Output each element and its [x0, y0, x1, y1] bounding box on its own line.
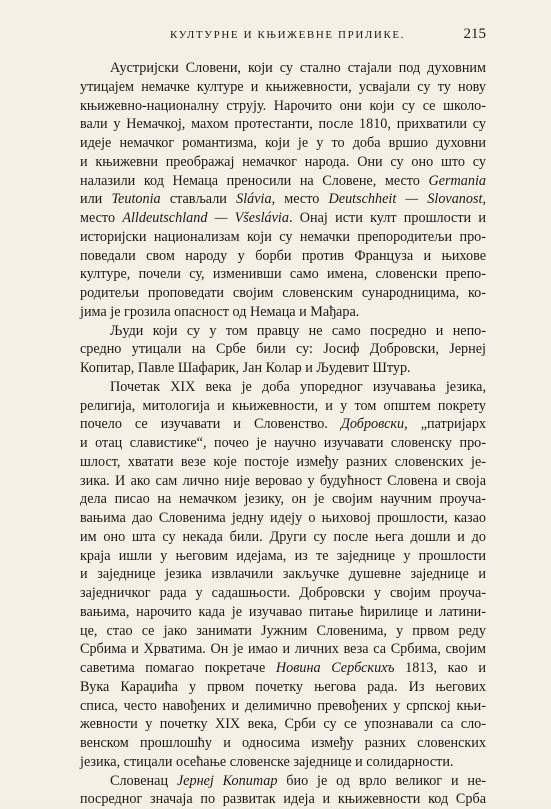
text-line: [80, 697, 486, 716]
text-segment: дела писао на немачком језику, он је својим научним проуча-: [80, 491, 486, 508]
text-line: [80, 322, 486, 341]
text-line: [80, 472, 486, 491]
text-segment: културе, почели су, изменивши само имена, словенски препо-: [80, 266, 486, 283]
text-segment: . Онај исти култ прошлости и: [288, 210, 486, 226]
text-segment: , место: [271, 191, 329, 208]
text-line: [80, 97, 486, 116]
page-header: [80, 26, 486, 46]
text-line: [80, 584, 486, 603]
text-segment: поведали свом народу у борби против Француза и њихове: [80, 247, 486, 264]
text-segment: венском прошлошћу и односима између разних словенских: [80, 735, 486, 751]
text-segment: место: [80, 210, 123, 226]
text-segment: историјски национализам који су немачки препородитељи про-: [80, 228, 486, 245]
text-segment: Вука Караџића у првом почетку његова рада. Из његових: [80, 678, 486, 695]
italic-text: Deutschheit — Slovanost: [328, 191, 483, 208]
text-segment: Почетак XIX века је доба упоредног изучавања језика,: [110, 378, 486, 395]
text-line: [80, 622, 486, 641]
text-segment: или: [80, 191, 112, 208]
italic-text: Germania: [428, 172, 486, 189]
text-line: [80, 209, 486, 228]
text-segment: био је од врло великог и не-: [277, 772, 487, 789]
text-segment: јима је грозила опасност од Немаца и Мађара.: [80, 303, 360, 320]
text-segment: саветима помагао покретаче: [80, 660, 276, 676]
text-segment: 1813, као и: [394, 660, 486, 676]
text-line: [80, 59, 486, 78]
text-line: [80, 434, 486, 453]
text-segment: и заједнице језика извлачили закључке душевне заједнице и: [80, 566, 486, 583]
text-segment: средно утицали на Србе били су: Јосиф Добровски, Јернеј: [80, 341, 486, 358]
text-line: [80, 528, 486, 547]
text-segment: вали у Немачкој, махом протестанти, после 1810, прихватили су: [80, 116, 486, 133]
text-line: [80, 772, 486, 791]
text-line: [80, 134, 486, 153]
text-segment: жевности у почетку XIX века, Срби су се упознавали са сло-: [80, 716, 486, 733]
text-segment: језика, стицали осећање словенске заједнице и солидарности.: [80, 753, 454, 770]
text-line: [80, 265, 486, 284]
text-line: [80, 659, 486, 678]
italic-text: Alldeutschland — Všeslávia: [122, 210, 289, 226]
text-line: [80, 509, 486, 528]
text-segment: це, стао се јако занимати Јужним Словенима, у првом реду: [80, 622, 486, 639]
text-segment: посредног значаја по развитак идеја и књижевности код Срба: [80, 791, 486, 808]
text-segment: налазили код Немаца преносили на Словене, место: [80, 172, 429, 189]
page-number: 215: [463, 26, 486, 42]
text-line: [80, 453, 486, 472]
text-line: [80, 359, 486, 378]
text-segment: књижевно-националну струју. Нарочито они који су се школо-: [80, 97, 486, 114]
text-line: [80, 640, 486, 659]
text-segment: заједничког рада у садашњости. Добровски у својим проуча-: [80, 585, 486, 601]
italic-text: Јернеј Копитар: [176, 772, 278, 789]
text-segment: Копитар, Павле Шафарик, Јан Колар и Људевит Штур.: [80, 360, 411, 376]
text-segment: стављали: [160, 191, 237, 208]
text-line: [80, 715, 486, 734]
text-segment: вањима, нарочито када је изучавао питање ћирилице и латини-: [80, 603, 486, 620]
running-title: КУЛТУРНЕ И КЊИЖЕВНЕ ПРИЛИКЕ.: [170, 29, 406, 41]
text-segment: и књижевни преображај немачког народа. Они су оно што су: [80, 153, 486, 170]
text-segment: ,: [482, 191, 487, 208]
text-segment: Људи који су у том правцу не само посредно и непо-: [110, 322, 486, 339]
text-line: [80, 490, 486, 509]
text-line: [80, 303, 486, 322]
text-segment: идеје немачког романтизма, који је у то доба вршио духовни: [80, 135, 486, 151]
text-segment: зика. И ако сам лично није веровао у будућност Словена и своја: [80, 472, 486, 489]
text-line: [80, 284, 486, 303]
text-line: [80, 247, 486, 266]
text-segment: им оно шта су некада били. Други су после њега дошли и до: [80, 528, 486, 545]
text-line: [80, 190, 486, 209]
italic-text: Slávia: [236, 191, 272, 208]
text-segment: шлост, хватати везе које постоје између разних словенских је-: [80, 453, 486, 470]
text-line: [80, 415, 486, 434]
text-segment: и отац славистике“, почео је научно изучавати словенску про-: [80, 435, 486, 451]
text-line: [80, 603, 486, 622]
text-segment: вањима дао Словенима једну идеју о њиховој прошлости, казао: [80, 510, 486, 526]
text-segment: , „патријарх: [404, 416, 487, 433]
text-line: [80, 397, 486, 416]
text-segment: Србима и Хрватима. Он је имао и личних веза са Србима, својим: [80, 641, 486, 658]
text-line: [80, 678, 486, 697]
italic-text: Teutonia: [111, 191, 161, 208]
text-line: [80, 565, 486, 584]
text-line: [80, 228, 486, 247]
text-segment: Словенац: [110, 772, 177, 789]
text-line: [80, 172, 486, 191]
text-segment: утицајем немачке културе и књижевности, усвајали су ту нову: [80, 78, 486, 95]
italic-text: Новина Сербскихъ: [275, 660, 395, 676]
italic-text: Добровски: [340, 416, 405, 433]
text-segment: списа, често навођених и делимично превођених у српској књи-: [80, 697, 486, 714]
text-line: [80, 378, 486, 397]
text-segment: краја ишли у његовим идејама, из те заједнице у прошлости: [80, 547, 486, 564]
text-line: [80, 734, 486, 753]
text-segment: почело се изучавати и Словенство.: [80, 416, 341, 433]
text-line: [80, 115, 486, 134]
text-line: [80, 547, 486, 566]
text-segment: Аустријски Словени, који су стално стајали под духовним: [110, 60, 486, 76]
text-segment: родитељи проповедати својим словенским сународницима, ко-: [80, 285, 486, 301]
body-text: [80, 59, 486, 809]
text-line: [80, 153, 486, 172]
text-segment: религија, митологија и књижевности, и у том општем покрету: [80, 397, 486, 414]
text-line: [80, 340, 486, 359]
text-line: [80, 78, 486, 97]
text-line: [80, 753, 486, 772]
